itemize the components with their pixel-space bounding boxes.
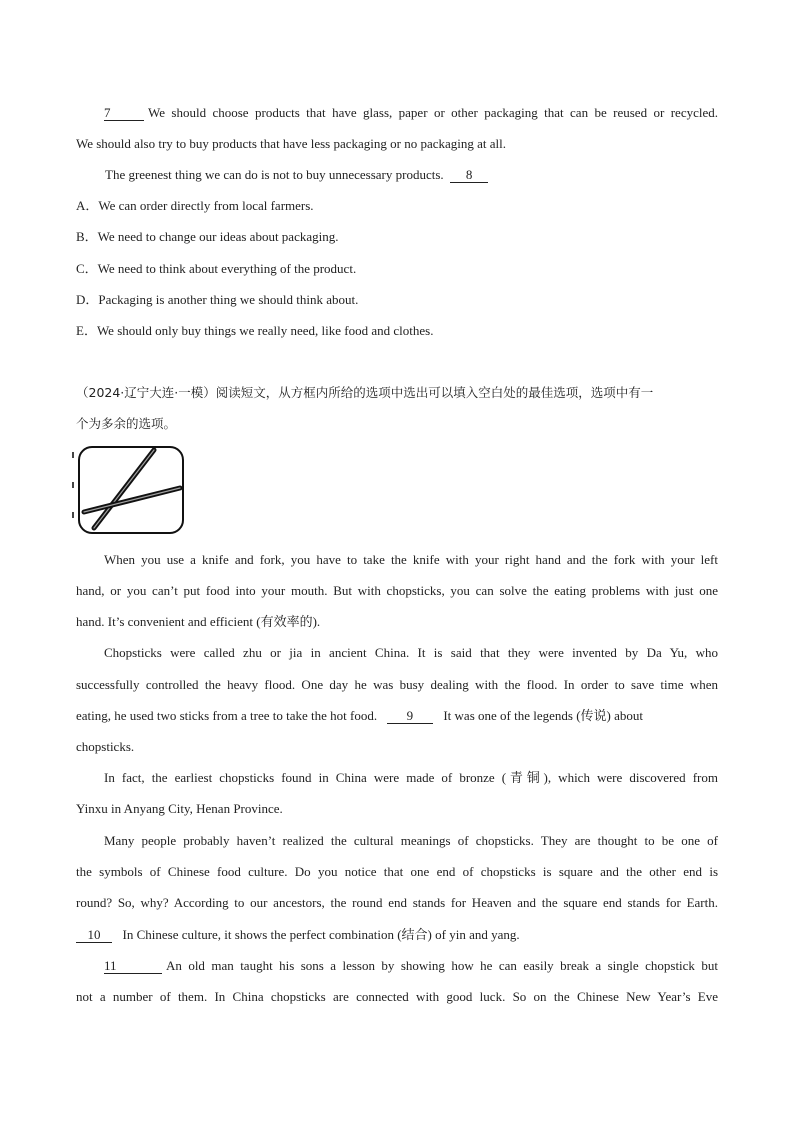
greenest-text: The greenest thing we can do is not to buy unnecessary products. — [105, 167, 444, 182]
instructions-line2: 个为多余的选项。 — [76, 416, 177, 431]
p1-line2: hand, or you can’t put food into your mouth. But with chopsticks, you can solve the eating problems with just one — [76, 583, 718, 598]
option-text: We need to think about everything of the product. — [97, 261, 357, 276]
option-e — [76, 322, 718, 340]
blank-9: 9 — [387, 708, 433, 724]
chopsticks-icon — [80, 448, 182, 532]
p4-line4-text: In Chinese culture, it shows the perfect combination (结合) of yin and yang. — [122, 927, 520, 942]
blank-7: 7 — [104, 105, 144, 121]
p2-line3-rest: It was one of the legends (传说) about — [443, 708, 643, 723]
option-letter: B． — [76, 229, 98, 244]
instructions-line1: （2024·辽宁大连·一模）阅读短文，从方框内所给的选项中选出可以填入空白处的最佳选项，选项中有一 — [76, 385, 654, 400]
option-letter: C． — [76, 261, 98, 276]
p2-line1: Chopsticks were called zhu or jia in ancient China. It is said that they were invented by Da Yu, who — [104, 645, 718, 660]
option-b — [76, 228, 718, 246]
option-text: Packaging is another thing we should think about. — [98, 292, 359, 307]
p1-line3: hand. It’s convenient and efficient (有效率的). — [76, 614, 321, 629]
p5-line1 — [104, 957, 718, 975]
blank-11: 11 — [104, 958, 162, 974]
p5-line2: not a number of them. In China chopsticks are connected with good luck. So on the Chinese New Year’s Eve — [76, 989, 718, 1004]
q7-line — [104, 104, 718, 122]
chopsticks-image — [78, 446, 184, 534]
blank-8: 8 — [450, 167, 488, 183]
q7-text-line2: We should also try to buy products that have less packaging or no packaging at all. — [76, 136, 507, 151]
option-text: We need to change our ideas about packaging. — [97, 229, 339, 244]
p4-line1: Many people probably haven’t realized the cultural meanings of chopsticks. They are thought to be one of — [104, 833, 718, 848]
option-a — [76, 197, 718, 215]
option-text: We should only buy things we really need, like food and clothes. — [96, 323, 434, 338]
option-letter: D． — [76, 292, 99, 307]
p5-line1-text: An old man taught his sons a lesson by showing how he can easily break a single chopstick but — [166, 958, 718, 973]
p2-line2: successfully controlled the heavy flood. One day he was busy dealing with the flood. In order to save time when — [76, 677, 718, 692]
p2-line3-text: eating, he used two sticks from a tree to take the hot food. — [76, 708, 378, 723]
p3-line1: In fact, the earliest chopsticks found in China were made of bronze (青铜), which were discovered from — [104, 770, 718, 785]
option-d — [76, 291, 718, 309]
option-letter: A． — [76, 198, 99, 213]
p1-line1: When you use a knife and fork, you have to take the knife with your right hand and the fork with your left — [104, 552, 718, 567]
p4-line3: round? So, why? According to our ancestors, the round end stands for Heaven and the square end stands for Earth. — [76, 895, 718, 910]
p3-line2: Yinxu in Anyang City, Henan Province. — [76, 801, 283, 816]
q7-text: We should choose products that have glass, paper or other packaging that can be reused or recycled. — [148, 105, 718, 120]
option-text: We can order directly from local farmers. — [98, 198, 314, 213]
greenest-line — [105, 166, 605, 184]
p2-line3 — [76, 707, 718, 725]
p4-line2: the symbols of Chinese food culture. Do you notice that one end of chopsticks is square and the other end is — [76, 864, 718, 879]
option-c — [76, 260, 718, 278]
p4-line4 — [76, 926, 718, 944]
option-letter: E． — [76, 323, 97, 338]
p2-line4: chopsticks. — [76, 739, 135, 754]
blank-10: 10 — [76, 927, 112, 943]
